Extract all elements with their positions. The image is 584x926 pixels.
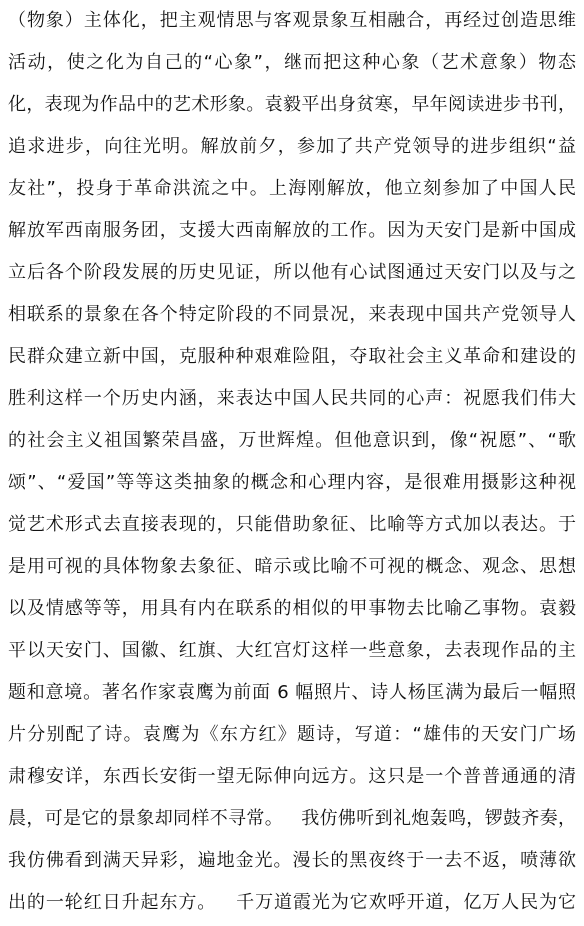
text-line: 题和意境。著名作家袁鹰为前面 6 幅照片、诗人杨匡满为最后一幅照 — [8, 682, 576, 703]
text-line: 解放军西南服务团，支援大西南解放的工作。因为天安门是新中国成 — [8, 220, 576, 241]
text-line: 以及情感等等，用具有内在联系的相似的甲事物去比喻乙事物。袁毅 — [8, 598, 576, 619]
text-line: 我仿佛看到满天异彩，遍地金光。漫长的黑夜终于一去不返，喷薄欲 — [8, 850, 576, 871]
text-line: 的社会主义祖国繁荣昌盛，万世辉煌。但他意识到，像“祝愿”、“歌 — [8, 430, 576, 451]
text-line: 颂”、“爱国”等等这类抽象的概念和心理内容，是很难用摄影这种视 — [8, 472, 576, 493]
text-line: 活动，使之化为自己的“心象”，继而把这种心象（艺术意象）物态 — [8, 52, 576, 73]
text-line: 胜利这样一个历史内涵，来表达中国人民共同的心声：祝愿我们伟大 — [8, 388, 576, 409]
text-line: 化，表现为作品中的艺术形象。袁毅平出身贫寒，早年阅读进步书刊， — [8, 94, 576, 115]
text-line: 觉艺术形式去直接表现的，只能借助象征、比喻等方式加以表达。于 — [8, 514, 576, 535]
text-line: 追求进步，向往光明。解放前夕，参加了共产党领导的进步组织“益 — [8, 136, 576, 157]
text-line: 平以天安门、国徽、红旗、大红宫灯这样一些意象，去表现作品的主 — [8, 640, 576, 661]
text-line: 是用可视的具体物象去象征、暗示或比喻不可视的概念、观念、思想 — [8, 556, 576, 577]
text-line: 相联系的景象在各个特定阶段的不同景况，来表现中国共产党领导人 — [8, 304, 576, 325]
text-line: 片分别配了诗。袁鹰为《东方红》题诗，写道：“雄伟的天安门广场 — [8, 724, 576, 745]
text-line: 立后各个阶段发展的历史见证，所以他有心试图通过天安门以及与之 — [8, 262, 576, 283]
text-line: 出的一轮红日升起东方。 千万道霞光为它欢呼开道，亿万人民为它 — [8, 892, 576, 913]
text-line: 友社”，投身于革命洪流之中。上海刚解放，他立刻参加了中国人民 — [8, 178, 576, 199]
text-line: 肃穆安详，东西长安街一望无际伸向远方。这只是一个普普通通的清 — [8, 766, 576, 787]
text-line: （物象）主体化，把主观情思与客观景象互相融合，再经过创造思维 — [8, 10, 576, 31]
text-line: 民群众建立新中国，克服种种艰难险阻，夺取社会主义革命和建设的 — [8, 346, 576, 367]
text-line: 晨，可是它的景象却同样不寻常。 我仿佛听到礼炮轰鸣，锣鼓齐奏， — [8, 808, 576, 829]
